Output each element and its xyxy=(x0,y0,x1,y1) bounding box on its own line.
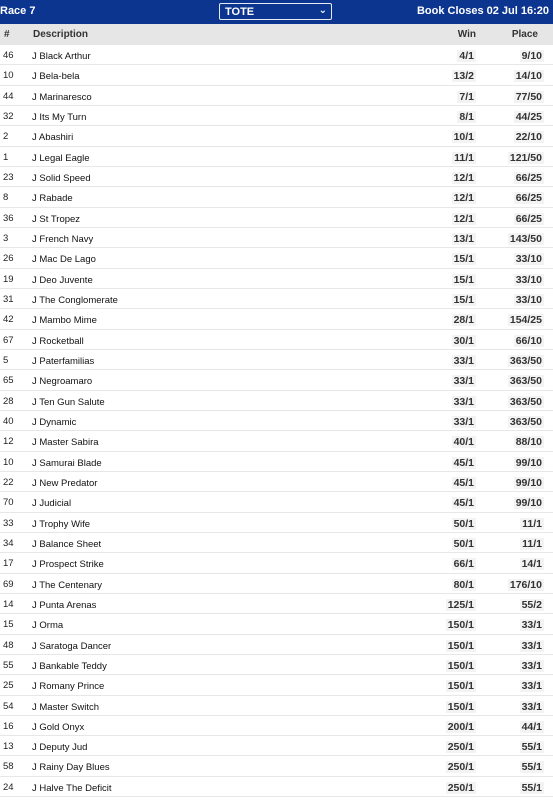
runner-name: J Balance Sheet xyxy=(32,538,102,550)
runner-name: J Paterfamilias xyxy=(32,355,95,367)
table-row xyxy=(0,431,553,451)
table-row xyxy=(0,228,553,248)
place-odds[interactable]: 143/50 xyxy=(509,232,542,245)
win-odds[interactable]: 250/1 xyxy=(447,741,474,754)
table-row xyxy=(0,106,553,126)
place-odds[interactable]: 14/1 xyxy=(521,558,542,571)
win-odds[interactable]: 150/1 xyxy=(447,639,474,652)
runner-number: 22 xyxy=(3,476,14,488)
runner-name: J Its My Turn xyxy=(32,111,87,123)
table-row xyxy=(0,553,553,573)
runner-name: J Prospect Strike xyxy=(32,559,104,571)
win-odds[interactable]: 4/1 xyxy=(459,50,474,62)
place-odds[interactable]: 363/50 xyxy=(509,415,542,428)
runner-number: 54 xyxy=(3,700,14,712)
runner-name: J The Centenary xyxy=(32,579,103,591)
win-odds[interactable]: 33/1 xyxy=(453,354,474,367)
runner-number: 13 xyxy=(3,741,14,753)
runner-name: J Abashiri xyxy=(32,132,74,144)
table-row xyxy=(0,187,553,207)
runner-list xyxy=(0,45,553,797)
runner-number: 1 xyxy=(3,151,9,163)
table-row xyxy=(0,756,553,776)
table-row xyxy=(0,126,553,146)
win-odds[interactable]: 33/1 xyxy=(453,395,474,408)
win-odds[interactable]: 11/1 xyxy=(454,151,474,164)
table-row xyxy=(0,330,553,350)
place-odds[interactable]: 88/10 xyxy=(515,436,542,449)
place-odds[interactable]: 22/10 xyxy=(515,131,542,144)
win-odds[interactable]: 66/1 xyxy=(453,558,474,571)
runner-name: J St Tropez xyxy=(32,213,81,225)
win-odds[interactable]: 12/1 xyxy=(453,212,474,225)
runner-name: J Halve The Deficit xyxy=(32,782,112,794)
runner-name: J Romany Prince xyxy=(32,681,105,693)
runner-number: 17 xyxy=(3,558,14,570)
runner-number: 16 xyxy=(3,720,14,732)
runner-number: 5 xyxy=(3,354,9,366)
race-title: Race 7 xyxy=(0,5,36,17)
runner-name: J Saratoga Dancer xyxy=(32,640,112,652)
table-row xyxy=(0,696,553,716)
win-odds[interactable]: 45/1 xyxy=(453,476,474,489)
place-odds[interactable]: 14/10 xyxy=(515,70,542,83)
runner-number: 33 xyxy=(3,517,14,529)
runner-number: 26 xyxy=(3,253,14,265)
table-row xyxy=(0,167,553,187)
runner-name: J Master Sabira xyxy=(32,437,99,449)
runner-name: J Trophy Wife xyxy=(32,518,91,530)
win-odds[interactable]: 8/1 xyxy=(459,110,474,123)
table-header xyxy=(0,24,553,45)
table-row xyxy=(0,391,553,411)
table-row xyxy=(0,594,553,614)
win-odds[interactable]: 28/1 xyxy=(453,314,474,327)
table-row xyxy=(0,86,553,106)
runner-number: 65 xyxy=(3,375,14,387)
runner-number: 48 xyxy=(3,639,14,651)
table-row xyxy=(0,208,553,228)
runner-number: 42 xyxy=(3,314,14,326)
table-row xyxy=(0,350,553,370)
win-odds[interactable]: 10/1 xyxy=(453,131,474,144)
runner-number: 28 xyxy=(3,395,14,407)
runner-name: J Deo Juvente xyxy=(32,274,93,286)
place-odds[interactable]: 33/1 xyxy=(521,659,542,672)
runner-name: J Master Switch xyxy=(32,701,100,713)
win-odds[interactable]: 250/1 xyxy=(447,781,474,794)
table-row xyxy=(0,777,553,797)
place-odds[interactable]: 55/1 xyxy=(521,741,542,754)
table-row xyxy=(0,248,553,268)
runner-name: J Mac De Lago xyxy=(32,254,96,266)
place-odds[interactable]: 44/1 xyxy=(521,720,542,733)
runner-number: 25 xyxy=(3,680,14,692)
runner-name: J Gold Onyx xyxy=(32,721,85,733)
table-row xyxy=(0,452,553,472)
place-odds[interactable]: 66/25 xyxy=(515,212,542,225)
win-odds[interactable]: 150/1 xyxy=(447,619,474,632)
win-odds[interactable]: 13/1 xyxy=(453,232,474,245)
place-odds[interactable]: 66/10 xyxy=(515,334,542,347)
place-odds[interactable]: 99/10 xyxy=(515,497,542,510)
place-odds[interactable]: 33/10 xyxy=(515,253,542,266)
place-odds[interactable]: 33/10 xyxy=(515,293,542,306)
table-row xyxy=(0,736,553,756)
runner-number: 10 xyxy=(3,70,14,82)
runner-name: J Bankable Teddy xyxy=(32,660,107,672)
place-odds[interactable]: 99/10 xyxy=(515,476,542,489)
table-row xyxy=(0,269,553,289)
runner-number: 55 xyxy=(3,659,14,671)
table-row xyxy=(0,289,553,309)
column-header-win: Win xyxy=(457,29,476,40)
table-row xyxy=(0,614,553,634)
win-odds[interactable]: 150/1 xyxy=(447,700,474,713)
win-odds[interactable]: 15/1 xyxy=(453,273,474,286)
place-odds[interactable]: 176/10 xyxy=(509,578,542,591)
runner-name: J Solid Speed xyxy=(32,172,91,184)
place-odds[interactable]: 55/2 xyxy=(521,598,542,611)
table-row xyxy=(0,675,553,695)
runner-number: 67 xyxy=(3,334,14,346)
runner-number: 36 xyxy=(3,212,14,224)
win-odds[interactable]: 15/1 xyxy=(453,253,474,266)
place-odds[interactable]: 33/1 xyxy=(521,680,542,693)
win-odds[interactable]: 33/1 xyxy=(453,415,474,428)
runner-number: 34 xyxy=(3,537,14,549)
table-row xyxy=(0,492,553,512)
runner-number: 58 xyxy=(3,761,14,773)
place-odds[interactable]: 55/1 xyxy=(521,761,542,774)
win-odds[interactable]: 12/1 xyxy=(453,192,474,205)
place-odds[interactable]: 11/1 xyxy=(522,537,542,550)
runner-name: J Judicial xyxy=(32,498,72,510)
runner-number: 12 xyxy=(3,436,14,448)
place-odds[interactable]: 363/50 xyxy=(509,375,542,388)
table-row xyxy=(0,65,553,85)
runner-number: 8 xyxy=(3,192,9,204)
table-row xyxy=(0,309,553,329)
table-row xyxy=(0,655,553,675)
runner-number: 32 xyxy=(3,110,14,122)
win-odds[interactable]: 250/1 xyxy=(447,761,474,774)
win-odds[interactable]: 50/1 xyxy=(453,537,474,550)
table-row xyxy=(0,147,553,167)
runner-name: J Black Arthur xyxy=(32,51,91,62)
place-odds[interactable]: 55/1 xyxy=(521,781,542,794)
column-header-number: # xyxy=(4,29,10,40)
runner-number: 44 xyxy=(3,90,14,102)
runner-name: J Orma xyxy=(32,620,64,632)
table-row xyxy=(0,513,553,533)
runner-number: 31 xyxy=(3,293,14,305)
runner-name: J Rabade xyxy=(32,193,73,205)
place-odds[interactable]: 33/1 xyxy=(521,619,542,632)
runner-number: 3 xyxy=(3,232,9,244)
place-odds[interactable]: 363/50 xyxy=(509,354,542,367)
win-odds[interactable]: 12/1 xyxy=(453,171,474,184)
win-odds[interactable]: 33/1 xyxy=(453,375,474,388)
runner-number: 14 xyxy=(3,598,14,610)
table-row xyxy=(0,533,553,553)
runner-name: J The Conglomerate xyxy=(32,294,118,306)
table-row xyxy=(0,574,553,594)
runner-number: 24 xyxy=(3,781,14,793)
table-row xyxy=(0,411,553,431)
place-odds[interactable]: 99/10 xyxy=(515,456,542,469)
runner-number: 70 xyxy=(3,497,14,509)
place-odds[interactable]: 9/10 xyxy=(521,50,542,62)
win-odds[interactable]: 15/1 xyxy=(453,293,474,306)
runner-name: J French Navy xyxy=(32,233,94,245)
runner-name: J Rocketball xyxy=(32,335,84,347)
win-odds[interactable]: 80/1 xyxy=(453,578,474,591)
place-odds[interactable]: 154/25 xyxy=(509,314,542,327)
runner-name: J Deputy Jud xyxy=(32,742,88,754)
table-row xyxy=(0,45,553,65)
book-closes-time: Book Closes 02 Jul 16:20 xyxy=(416,5,549,17)
race-header-bar xyxy=(0,0,553,24)
place-odds[interactable]: 66/25 xyxy=(515,171,542,184)
win-odds[interactable]: 150/1 xyxy=(447,680,474,693)
win-odds[interactable]: 13/2 xyxy=(453,70,474,83)
table-row xyxy=(0,716,553,736)
runner-name: J Samurai Blade xyxy=(32,457,102,469)
place-odds[interactable]: 77/50 xyxy=(515,90,542,103)
tote-select-value: TOTE xyxy=(225,6,255,18)
runner-name: J Marinaresco xyxy=(32,91,92,103)
table-row xyxy=(0,635,553,655)
column-header-place: Place xyxy=(511,29,538,40)
place-odds[interactable]: 11/1 xyxy=(522,517,542,530)
place-odds[interactable]: 121/50 xyxy=(509,151,542,164)
place-odds[interactable]: 363/50 xyxy=(509,395,542,408)
runner-name: J Punta Arenas xyxy=(32,599,97,611)
win-odds[interactable]: 45/1 xyxy=(453,456,474,469)
runner-number: 19 xyxy=(3,273,14,285)
runner-name: J Dynamic xyxy=(32,416,77,428)
column-header-description: Description xyxy=(33,29,89,40)
runner-name: J Ten Gun Salute xyxy=(32,396,105,408)
runner-number: 10 xyxy=(3,456,14,468)
win-odds[interactable]: 150/1 xyxy=(447,659,474,672)
win-odds[interactable]: 200/1 xyxy=(447,720,474,733)
runner-number: 2 xyxy=(3,131,9,143)
win-odds[interactable]: 45/1 xyxy=(453,497,474,510)
win-odds[interactable]: 30/1 xyxy=(453,334,474,347)
runner-number: 40 xyxy=(3,415,14,427)
chevron-down-icon: ⌄ xyxy=(318,5,327,16)
runner-number: 46 xyxy=(3,50,14,61)
runner-number: 23 xyxy=(3,171,14,183)
win-odds[interactable]: 125/1 xyxy=(447,598,474,611)
place-odds[interactable]: 33/1 xyxy=(521,639,542,652)
runner-name: J Legal Eagle xyxy=(32,152,90,164)
table-row xyxy=(0,370,553,390)
place-odds[interactable]: 66/25 xyxy=(515,192,542,205)
win-odds[interactable]: 50/1 xyxy=(453,517,474,530)
runner-number: 15 xyxy=(3,619,14,631)
place-odds[interactable]: 44/25 xyxy=(515,110,542,123)
runner-name: J Bela-bela xyxy=(32,71,80,83)
place-odds[interactable]: 33/1 xyxy=(521,700,542,713)
tote-select[interactable] xyxy=(219,3,332,20)
win-odds[interactable]: 7/1 xyxy=(459,90,474,103)
runner-name: J Negroamaro xyxy=(32,376,93,388)
runner-name: J Rainy Day Blues xyxy=(32,762,110,774)
win-odds[interactable]: 40/1 xyxy=(453,436,474,449)
runner-name: J Mambo Mime xyxy=(32,315,97,327)
runner-number: 69 xyxy=(3,578,14,590)
place-odds[interactable]: 33/10 xyxy=(515,273,542,286)
runner-name: J New Predator xyxy=(32,477,98,489)
table-row xyxy=(0,472,553,492)
